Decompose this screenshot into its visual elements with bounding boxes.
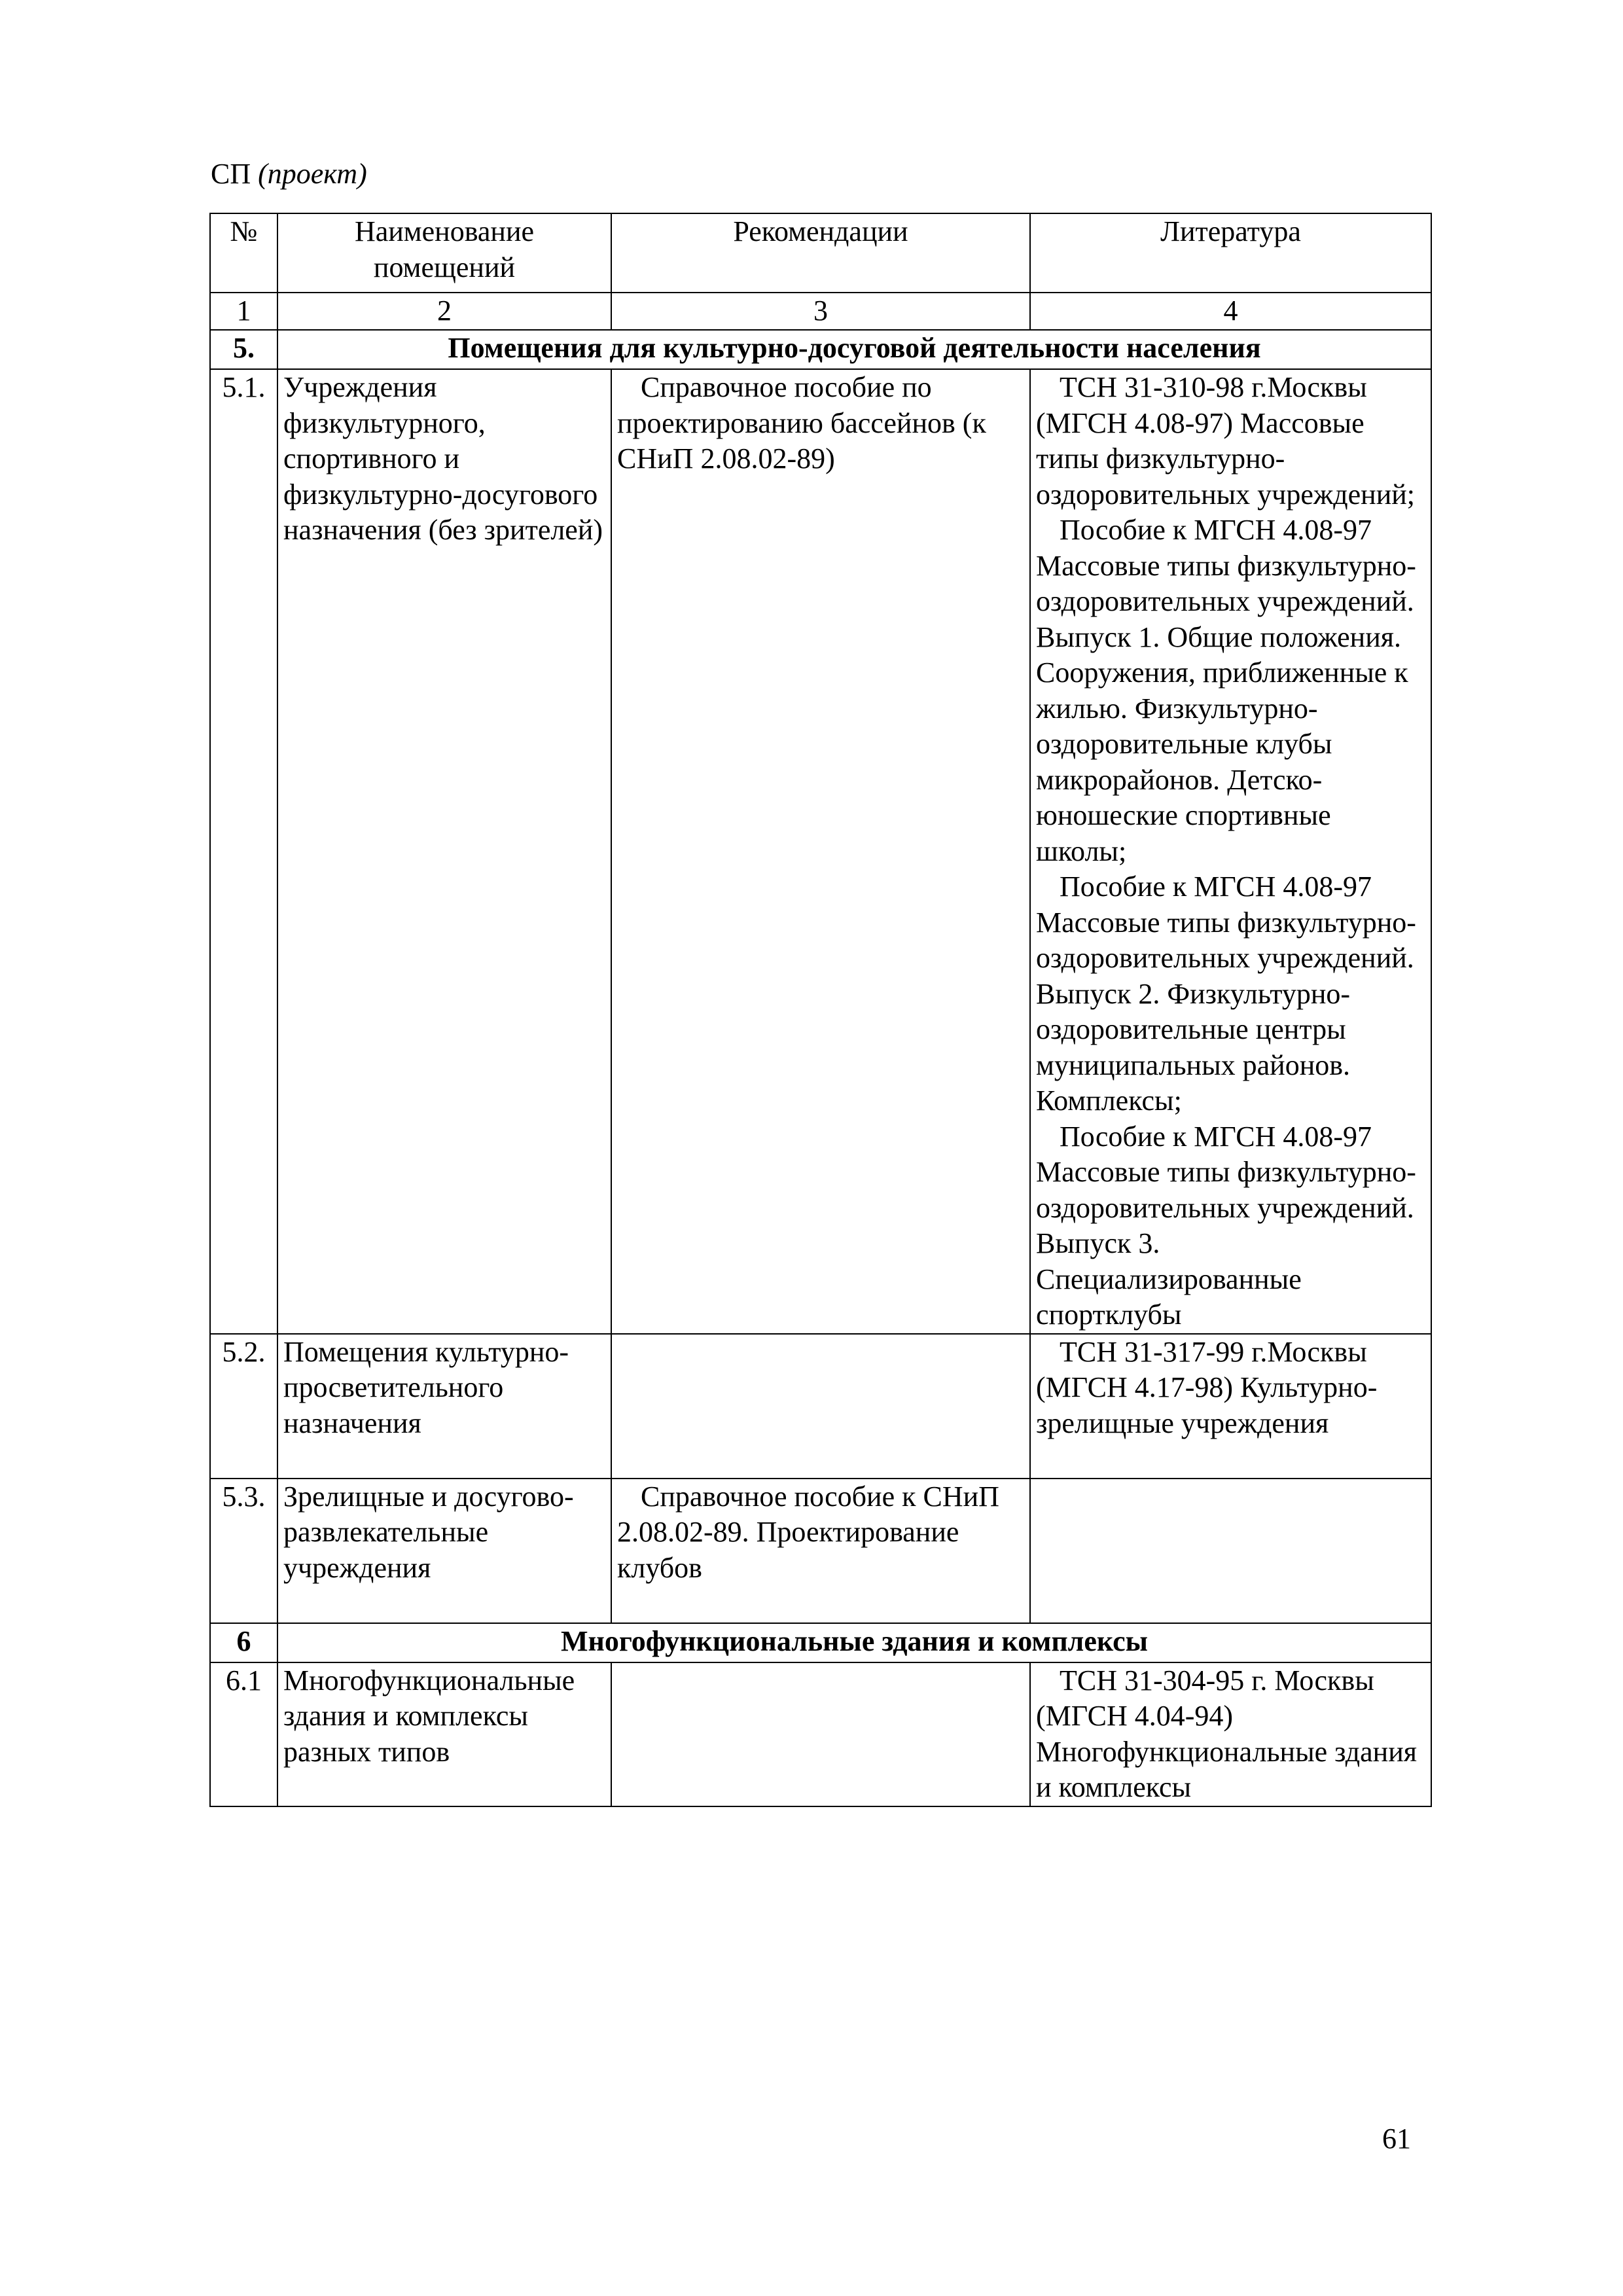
literature-item: ТСН 31-317-99 г.Москвы (МГСН 4.17-98) Культурно-зрелищные учреждения bbox=[1036, 1335, 1378, 1439]
row-literature bbox=[1030, 1334, 1431, 1479]
row-literature bbox=[1030, 369, 1431, 1334]
row-number: 5.2. bbox=[210, 1334, 277, 1479]
row-name: Зрелищные и досугово-развлекательные учреждения bbox=[277, 1479, 611, 1623]
row-recommendation bbox=[611, 1334, 1030, 1479]
table-row bbox=[210, 1479, 1431, 1623]
section-title: Помещения для культурно-досуговой деятельности населения bbox=[277, 330, 1431, 369]
row-name: Многофункциональные здания и комплексы разных типов bbox=[277, 1662, 611, 1806]
row-name: Помещения культурно-просветительного назначения bbox=[277, 1334, 611, 1479]
row-recommendation bbox=[611, 369, 1030, 1334]
column-header: Рекомендации bbox=[611, 213, 1030, 293]
column-number-row bbox=[210, 293, 1431, 330]
recommendation-text: Справочное пособие к СНиП 2.08.02-89. Проектирование клубов bbox=[617, 1480, 999, 1584]
literature-item: ТСН 31-304-95 г. Москвы (МГСН 4.04-94) Многофункциональные здания и комплексы bbox=[1036, 1664, 1418, 1803]
row-number: 6.1 bbox=[210, 1662, 277, 1806]
section-number: 6 bbox=[210, 1623, 277, 1662]
column-header: Литература bbox=[1030, 213, 1431, 293]
document-code: СП bbox=[211, 158, 251, 190]
column-header: Наименование помещений bbox=[277, 213, 611, 293]
column-number: 2 bbox=[277, 293, 611, 330]
row-name: Учреждения физкультурного, спортивного и физкультурно-досугового назначения (без зрителей) bbox=[277, 369, 611, 1334]
row-recommendation bbox=[611, 1479, 1030, 1623]
document-header bbox=[211, 156, 367, 192]
recommendation-text: Справочное пособие по проектированию бассейнов (к СНиП 2.08.02-89) bbox=[617, 371, 986, 475]
table-row bbox=[210, 1662, 1431, 1806]
section-row bbox=[210, 1623, 1431, 1662]
row-number: 5.3. bbox=[210, 1479, 277, 1623]
row-recommendation bbox=[611, 1662, 1030, 1806]
literature-item: Пособие к МГСН 4.08-97 Массовые типы физкультурно-оздоровительных учреждений. Выпуск 3. Специализированные спортклубы bbox=[1036, 1120, 1416, 1331]
table-row bbox=[210, 1334, 1431, 1479]
section-title: Многофункциональные здания и комплексы bbox=[277, 1623, 1431, 1662]
section-number: 5. bbox=[210, 330, 277, 369]
document-status: (проект) bbox=[258, 158, 367, 190]
column-number: 1 bbox=[210, 293, 277, 330]
row-literature bbox=[1030, 1662, 1431, 1806]
premises-table bbox=[209, 213, 1432, 1807]
column-header: № bbox=[210, 213, 277, 293]
literature-item: Пособие к МГСН 4.08-97 Массовые типы физкультурно-оздоровительных учреждений. Выпуск 2. Физкультурно-оздоровительные центры муниципальных районов. Комплексы; bbox=[1036, 870, 1416, 1117]
row-literature bbox=[1030, 1479, 1431, 1623]
section-row bbox=[210, 330, 1431, 369]
row-number: 5.1. bbox=[210, 369, 277, 1334]
table-row bbox=[210, 369, 1431, 1334]
page-number: 61 bbox=[1382, 2123, 1411, 2155]
table-header-row bbox=[210, 213, 1431, 293]
column-number: 3 bbox=[611, 293, 1030, 330]
literature-item: ТСН 31-310-98 г.Москвы (МГСН 4.08-97) Массовые типы физкультурно-оздоровительных учреждений; bbox=[1036, 371, 1416, 511]
literature-item: Пособие к МГСН 4.08-97 Массовые типы физкультурно-оздоровительных учреждений. Выпуск 1. Общие положения. Сооружения, приближенные к жилью. Физкультурно-оздоровительные клубы микрорайонов. Детско-юношеские спортивные школы; bbox=[1036, 514, 1416, 867]
column-number: 4 bbox=[1030, 293, 1431, 330]
